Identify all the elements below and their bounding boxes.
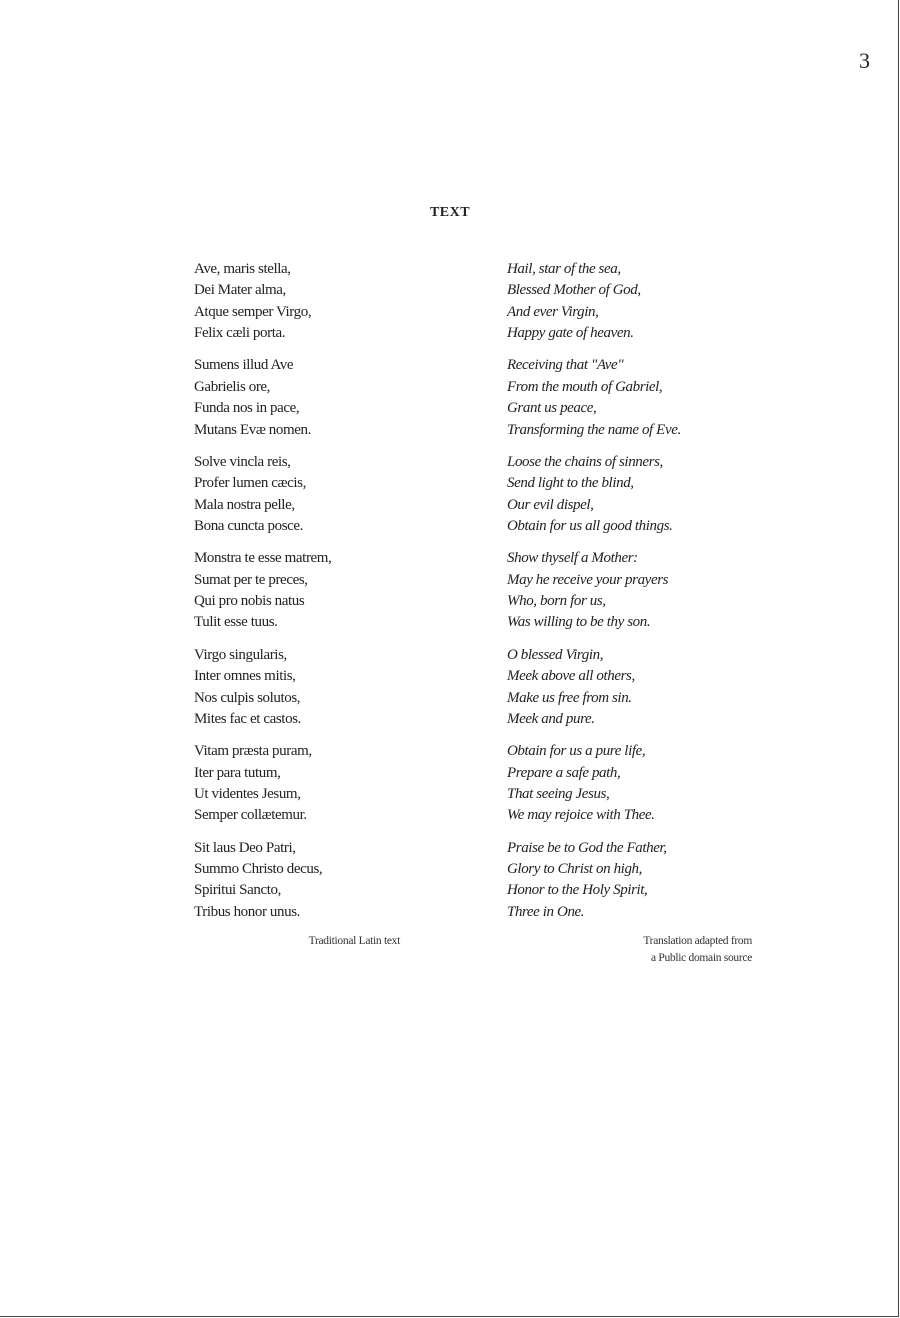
latin-stanza bbox=[194, 548, 484, 634]
latin-line: Vitam præsta puram, bbox=[194, 743, 312, 760]
english-stanza bbox=[507, 452, 807, 538]
latin-line: Mutans Evæ nomen. bbox=[194, 421, 311, 438]
english-line: Honor to the Holy Spirit, bbox=[507, 882, 648, 899]
english-line: Meek above all others, bbox=[507, 668, 635, 685]
english-stanza bbox=[507, 548, 807, 634]
english-stanza bbox=[507, 645, 807, 731]
latin-line: Nos culpis solutos, bbox=[194, 689, 301, 706]
english-line: Grant us peace, bbox=[507, 400, 597, 417]
english-line: Send light to the blind, bbox=[507, 475, 634, 492]
english-line: Hail, star of the sea, bbox=[507, 261, 621, 277]
english-line: From the mouth of Gabriel, bbox=[507, 378, 663, 395]
translation-credit-line: a Public domain source bbox=[650, 952, 752, 964]
english-line: That seeing Jesus, bbox=[507, 785, 610, 802]
english-line: Obtain for us a pure life, bbox=[507, 743, 646, 760]
english-line: Who, born for us, bbox=[507, 593, 606, 610]
latin-line: Solve vincla reis, bbox=[194, 453, 291, 470]
latin-line: Inter omnes mitis, bbox=[194, 668, 296, 685]
english-translation-column bbox=[507, 259, 807, 934]
english-line: May he receive your prayers bbox=[507, 571, 669, 588]
latin-line: Ave, maris stella, bbox=[194, 261, 291, 277]
english-line: Show thyself a Mother: bbox=[507, 550, 638, 567]
latin-line: Felix cæli porta. bbox=[194, 325, 286, 342]
english-line: Praise be to God the Father, bbox=[507, 839, 667, 856]
english-stanza bbox=[507, 838, 807, 924]
latin-line: Summo Christo decus, bbox=[194, 860, 323, 877]
latin-line: Sit laus Deo Patri, bbox=[194, 839, 296, 856]
latin-line: Sumens illud Ave bbox=[194, 357, 294, 374]
latin-stanza bbox=[194, 645, 484, 731]
latin-line: Funda nos in pace, bbox=[194, 400, 300, 417]
latin-line: Dei Mater alma, bbox=[194, 282, 286, 299]
english-line: Obtain for us all good things. bbox=[507, 518, 673, 535]
latin-stanza bbox=[194, 259, 484, 345]
latin-line: Mites fac et castos. bbox=[194, 710, 301, 727]
english-line: Was willing to be thy son. bbox=[507, 614, 651, 631]
latin-line: Monstra te esse matrem, bbox=[194, 550, 332, 567]
section-heading: TEXT bbox=[429, 205, 471, 220]
english-line: Make us free from sin. bbox=[507, 689, 632, 706]
latin-line: Ut videntes Jesum, bbox=[194, 785, 301, 802]
latin-line: Tribus honor unus. bbox=[194, 903, 301, 920]
latin-line: Tulit esse tuus. bbox=[194, 614, 278, 631]
english-line: Loose the chains of sinners, bbox=[507, 453, 663, 470]
latin-line: Virgo singularis, bbox=[194, 646, 287, 663]
english-line: Prepare a safe path, bbox=[507, 764, 621, 781]
latin-line: Profer lumen cæcis, bbox=[194, 475, 306, 492]
english-line: Three in One. bbox=[507, 903, 585, 920]
latin-source-credit: Traditional Latin text bbox=[308, 935, 400, 947]
english-line: Glory to Christ on high, bbox=[507, 860, 642, 877]
english-line: We may rejoice with Thee. bbox=[507, 807, 655, 824]
english-line: O blessed Virgin, bbox=[507, 646, 604, 663]
latin-line: Bona cuncta posce. bbox=[194, 518, 304, 535]
latin-stanza bbox=[194, 741, 484, 827]
english-line: Transforming the name of Eve. bbox=[507, 421, 681, 438]
latin-line: Atque semper Virgo, bbox=[194, 303, 312, 320]
latin-line: Qui pro nobis natus bbox=[194, 593, 305, 610]
latin-line: Iter para tutum, bbox=[194, 764, 281, 781]
english-line: Our evil dispel, bbox=[507, 496, 594, 513]
translation-credit-line: Translation adapted from bbox=[643, 935, 752, 947]
latin-stanza bbox=[194, 355, 484, 441]
english-line: And ever Virgin, bbox=[507, 303, 599, 320]
latin-stanza bbox=[194, 452, 484, 538]
latin-text-column bbox=[194, 259, 484, 934]
english-stanza bbox=[507, 259, 807, 345]
english-line: Receiving that "Ave" bbox=[507, 357, 624, 374]
latin-line: Semper collætemur. bbox=[194, 807, 307, 824]
latin-line: Gabrielis ore, bbox=[194, 378, 271, 395]
latin-line: Mala nostra pelle, bbox=[194, 496, 295, 513]
english-line: Meek and pure. bbox=[507, 710, 595, 727]
english-stanza bbox=[507, 355, 807, 441]
latin-line: Sumat per te preces, bbox=[194, 571, 308, 588]
latin-stanza bbox=[194, 838, 484, 924]
page-number: 3 bbox=[859, 48, 870, 73]
english-line: Blessed Mother of God, bbox=[507, 282, 641, 299]
translation-source-credit bbox=[560, 933, 752, 967]
english-stanza bbox=[507, 741, 807, 827]
latin-line: Spiritui Sancto, bbox=[194, 882, 281, 899]
english-line: Happy gate of heaven. bbox=[507, 325, 634, 342]
